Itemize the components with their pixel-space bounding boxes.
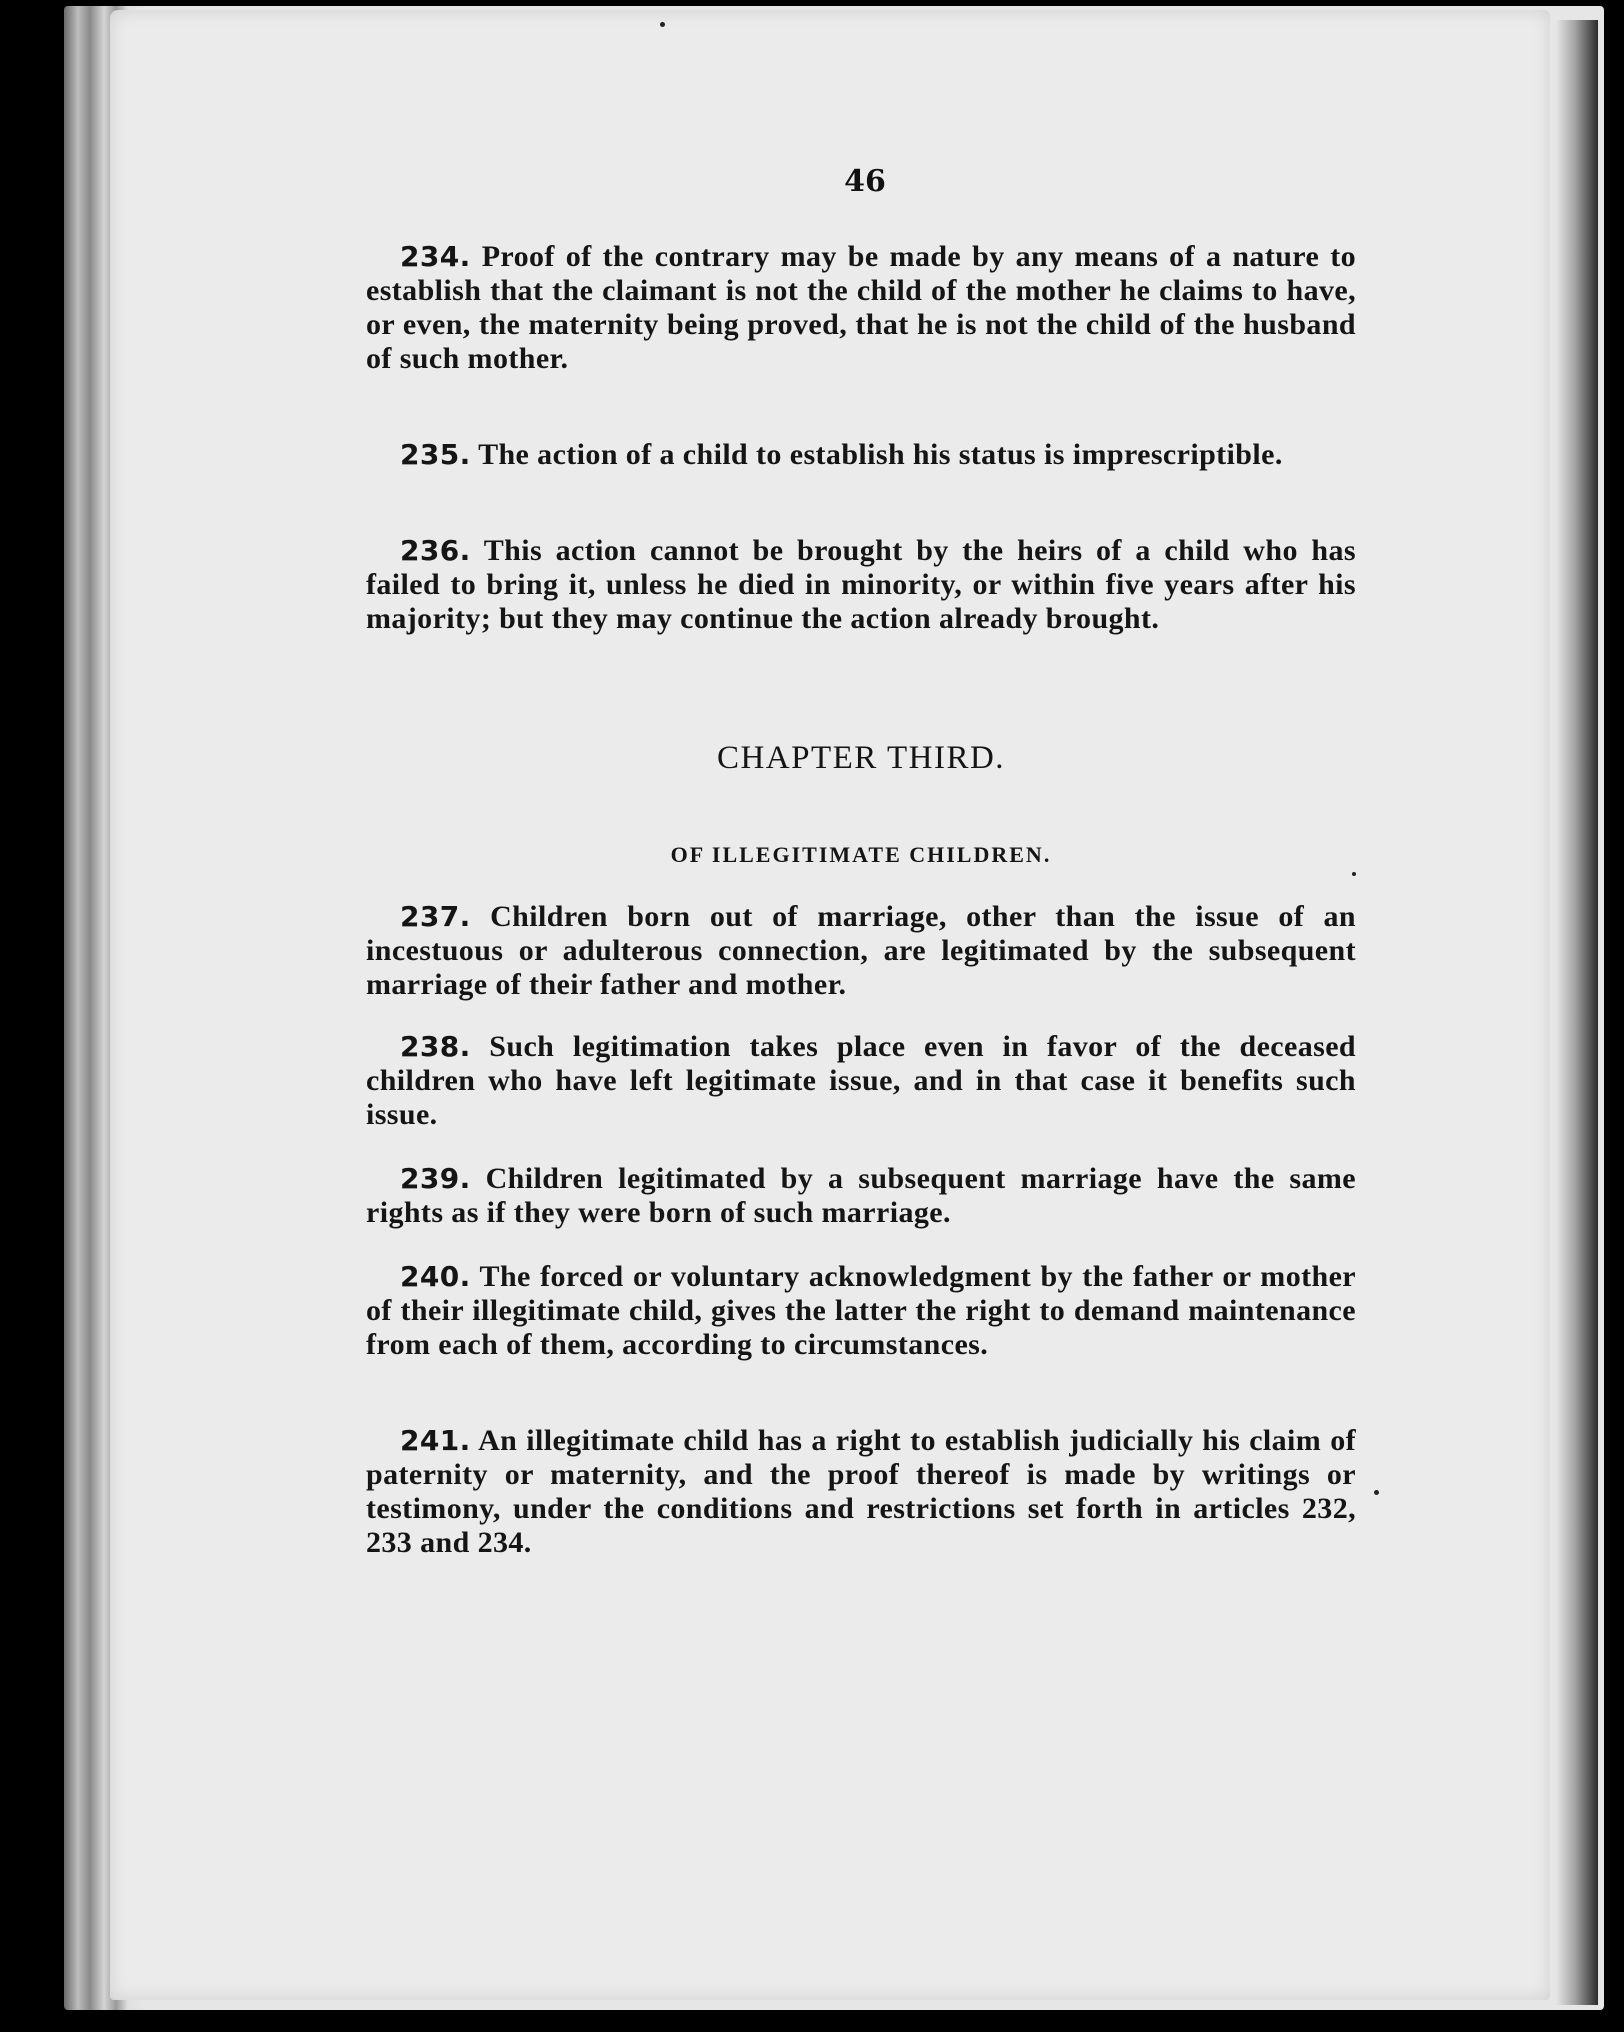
article-241: 241. An illegitimate child has a right to establish judicially his claim of paternity or maternity, and the proof thereof is made by writings or testimony, under the conditions and restrictions set forth in articles 232, 233 and 234. [366, 1424, 1356, 1559]
spine-shadow [1556, 20, 1598, 2005]
scan-speck [660, 22, 665, 27]
page-number: 46 [844, 164, 886, 199]
scan-speck [1352, 872, 1356, 876]
article-text: Such legitimation takes place even in favor of the deceased children who have left legitimate issue, and in that case it benefits such issue. [366, 1030, 1356, 1131]
article-number: 241 [400, 1424, 460, 1457]
article-240: 240. The forced or voluntary acknowledgment by the father or mother of their illegitimate child, gives the latter the right to demand maintenance from each of them, according to circumstances. [366, 1260, 1357, 1361]
article-number: 237 [400, 900, 460, 933]
article-number: 235 [400, 438, 460, 471]
article-234: 234. Proof of the contrary may be made by any means of a nature to establish that the claimant is not the child of the mother he claims to have, or even, the maternity being proved, that he is not the child of the husband of such mother. [366, 240, 1356, 375]
article-text: This action cannot be brought by the heirs of a child who has failed to bring it, unless he died in minority, or within five years after his majority; but they may continue the action already brought. [366, 534, 1356, 635]
article-text: Proof of the contrary may be made by any means of a nature to establish that the claimant is not the child of the mother he claims to have, or even, the maternity being proved, that he is not the child of the husband of such mother. [366, 240, 1356, 375]
article-text: The action of a child to establish his status is imprescriptible. [478, 438, 1283, 471]
article-number: 238 [400, 1030, 460, 1063]
article-237: 237. Children born out of marriage, other than the issue of an incestuous or adulterous connection, are legitimated by the subsequent marriage of their father and mother. [366, 900, 1356, 1001]
article-text: Children legitimated by a subsequent marriage have the same rights as if they were born of such marriage. [366, 1162, 1356, 1229]
article-239: 239. Children legitimated by a subsequent marriage have the same rights as if they were born of such marriage. [366, 1162, 1356, 1229]
article-text: An illegitimate child has a right to establish judicially his claim of paternity or maternity, and the proof thereof is made by writings or testimony, under the conditions and restrictions set forth in articles 232, 233 and [366, 1424, 1356, 1559]
chapter-title: CHAPTER THIRD. [716, 740, 1006, 776]
article-cross-reference: 234. [477, 1526, 532, 1559]
article-number: 234 [400, 240, 460, 273]
article-238: 238. Such legitimation takes place even in favor of the deceased children who have left legitimate issue, and in that case it benefits such issue. [366, 1030, 1356, 1131]
article-number: 236 [400, 534, 460, 567]
article-text: The forced or voluntary acknowledgment by the father or mother of their illegitimate child, gives the latter the right to demand maintenance from each of them, according to circumstances. [366, 1260, 1357, 1361]
article-text: Children born out of marriage, other than the issue of an incestuous or adulterous connection, are legitimated by the subsequent marriage of their father and mother. [366, 900, 1356, 1001]
article-number: 239 [400, 1162, 460, 1195]
article-235: 235. The action of a child to establish his status is imprescriptible. [366, 438, 1356, 472]
scan-speck [1374, 1490, 1379, 1495]
article-number: 240 [400, 1260, 460, 1293]
article-236: 236. This action cannot be brought by the heirs of a child who has failed to bring it, unless he died in minority, or within five years after his majority; but they may continue the action already brought. [366, 534, 1356, 635]
chapter-subtitle: OF ILLEGITIMATE CHILDREN. [670, 842, 1052, 867]
